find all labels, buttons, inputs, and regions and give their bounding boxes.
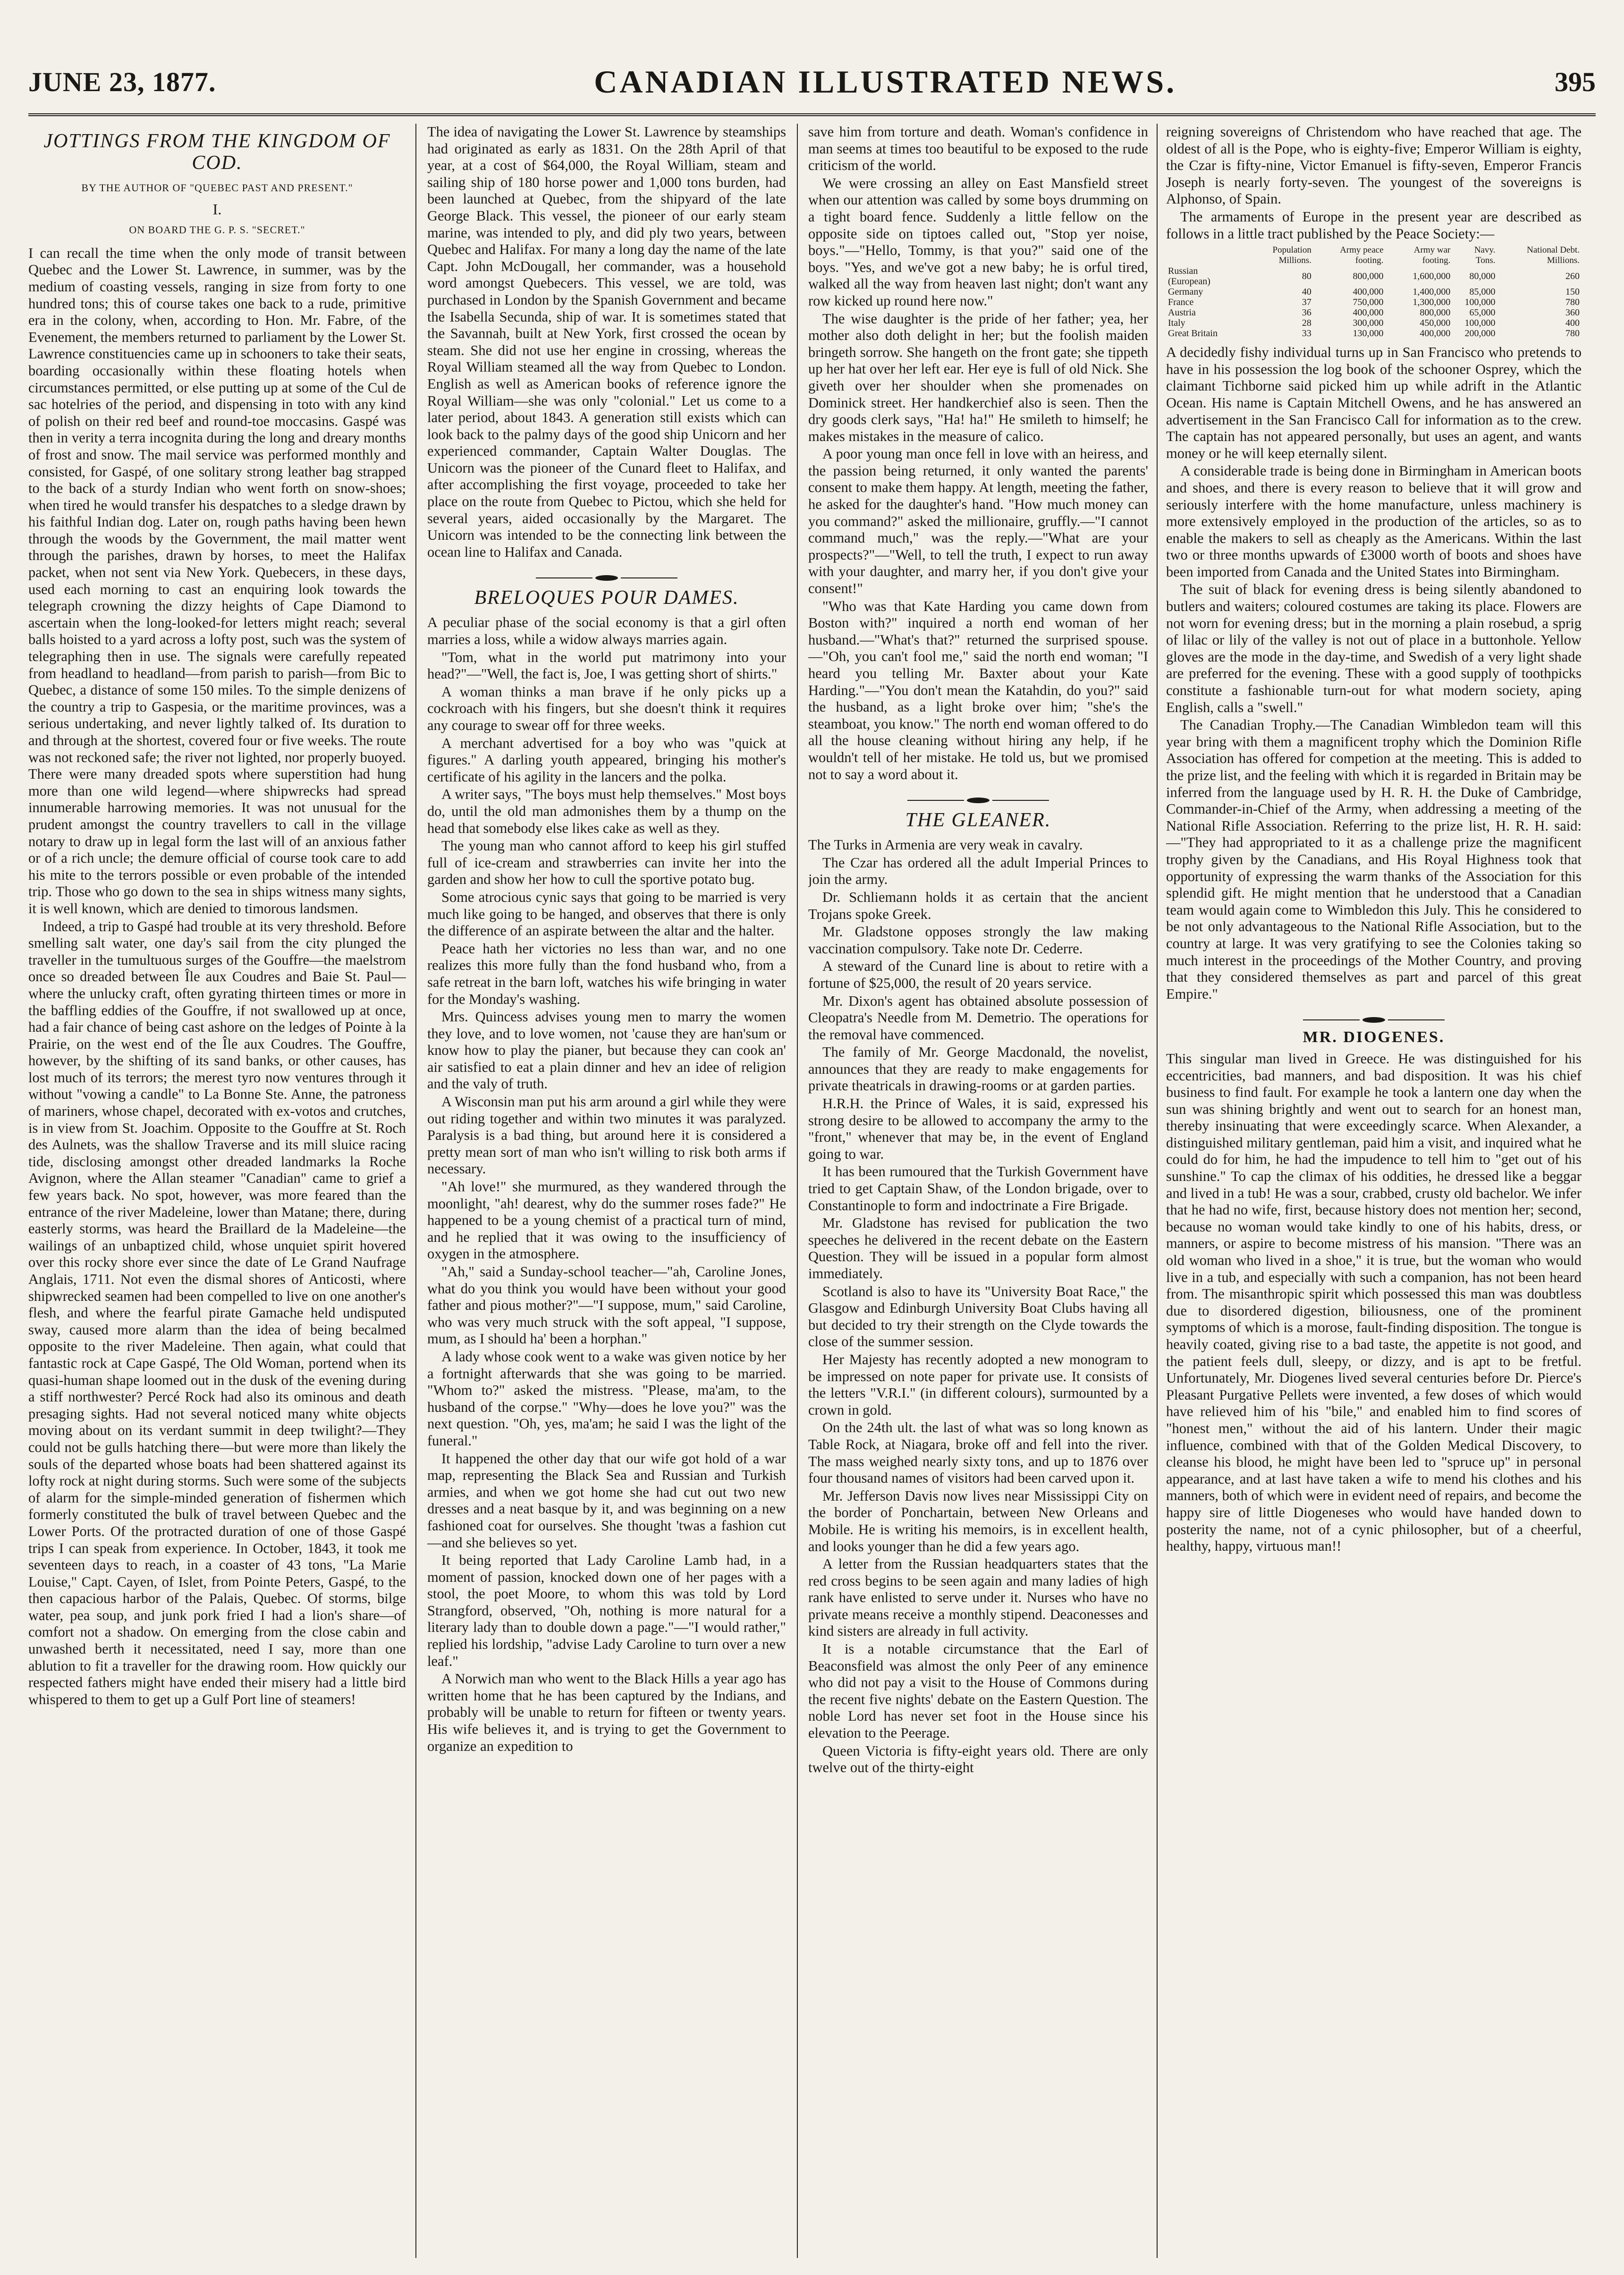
column-4-items [1166, 344, 1582, 1002]
article-paragraph: Mr. Dixon's agent has obtained absolute possession of Cleopatra's Needle from M. Demetrio. The operations for the removal have commenced. [808, 993, 1148, 1043]
table-header-cell: Army war footing. [1413, 245, 1451, 266]
article-title-diogenes: MR. DIOGENES. [1303, 1028, 1445, 1046]
table-cell: 28 [1302, 318, 1311, 329]
article-paragraph: "Ah love!" she murmured, as they wandered through the moonlight, "ah! dearest, why do the summer roses fade?" He happened to be a young chemist of a practical turn of mind, and he replied that it was owing to the insufficiency of oxygen in the atmosphere. [427, 1179, 786, 1262]
table-row [1166, 307, 1582, 318]
table-cell: 80 [1302, 271, 1311, 282]
article-paragraph: Mr. Gladstone opposes strongly the law making vaccination compulsory. Take note Dr. Cederre. [808, 924, 1148, 957]
table-header-cell [1166, 245, 1240, 266]
article-paragraph: A woman thinks a man brave if he only picks up a cockroach with his fingers, but she doesn't think it requires any courage to swear off for three weeks. [427, 683, 786, 733]
article-paragraph: A steward of the Cunard line is about to retire with a fortune of $25,000, the result of 20 years service. [808, 958, 1148, 991]
article-paragraph: The suit of black for evening dress is being silently abandoned to butlers and waiters; coloured costumes are taking its place. Flowers are not worn for evening dress; but in the morning a plain rosebud, a sprig of lilac or lily of the valley is not out of place in a buttonhole. Yellow gloves are the mode in the day-time, and Swedish of a very light shade are preferred for the evening. These with a good supply of toothpicks constitute a fashionable turn-out for what modern society, aping English, calls a "swell." [1166, 581, 1582, 715]
article-paragraph: A Wisconsin man put his arm around a girl while they were out riding together and within two minutes it was paralyzed. Paralysis is a bad thing, but around here it is considered a pretty mean sort of man who isn't willing to risk both arms if necessary. [427, 1094, 786, 1177]
table-row [1166, 328, 1582, 339]
newspaper-title: CANADIAN ILLUSTRATED NEWS. [594, 63, 1177, 100]
article-paragraph: The idea of navigating the Lower St. Lawrence by steamships had originated as early as 1831. On the 28th April of that year, at a cost of $64,000, the Royal William, steam and sailing ship of 180 horse power and 1,000 tons burden, had been launched at Quebec, from the shipyard of the late George Black. This vessel, the pioneer of our early steam marine, was intended to ply, and did ply two years, between Quebec and Halifax. For many a long day the name of the late Capt. John McDougall, her commander, was a household word amongst Quebecers. This vessel, we are told, was purchased in London by the Spanish Government and became the Isabella Secunda, ship of war. It is sometimes stated that the Savannah, built at New York, first crossed the ocean by steam. She did not use her engine in crossing, whereas the Royal William steamed all the way from Quebec to London. English as well as American books of reference ignore the Royal William—she was only "colonial." Let us come to a later period, about 1843. A generation still exists which can look back to the palmy days of the good ship Unicorn and her experienced commander, Captain Walter Douglas. The Unicorn was the pioneer of the Cunard fleet to Halifax, and after accomplishing the first voyage, proceeded to take her place on the route from Quebec to Pictou, which she held for several years, aided occasionally by the Margaret. The Unicorn was intended to be the connecting link between the ocean line to Halifax and Canada. [427, 124, 786, 560]
column-2 [427, 124, 786, 2258]
article-paragraph: We were crossing an alley on East Mansfield street when our attention was called by some boys drumming on a tight board fence. Suddenly a little fellow on the opposite side on tiptoes called out, "Stop yer noise, boys."—"Hello, Tommy, is that you?" said one of the boys. "Yes, and we've got a new baby; he is orful tired, walked all the way from heaven last night; don't want any row kicked up round here now." [808, 175, 1148, 309]
article-paragraph: The young man who cannot afford to keep his girl stuffed full of ice-cream and strawberries can invite her into the garden and show her how to cull the sportive potato bug. [427, 838, 786, 888]
article-paragraph: "Tom, what in the world put matrimony into your head?"—"Well, the fact is, Joe, I was getting short of shirts." [427, 649, 786, 682]
table-cell: 33 [1302, 328, 1311, 339]
issue-date: JUNE 23, 1877. [28, 66, 216, 97]
article-part-number: I. [212, 200, 222, 218]
article-paragraph: The armaments of Europe in the present year are described as follows in a little tract published by the Peace Society:— [1166, 208, 1582, 242]
article-paragraph: A considerable trade is being done in Birmingham in American boots and shoes, and there is every reason to believe that it will grow and seriously interfere with the home manufacture, unless machinery is more extensively employed in the production of the articles, so as to enable the makers to sell as cheaply as the Americans. Within the last two or three months upwards of £3000 worth of boots and shoes have been imported from Canada and the United States into Birmingham. [1166, 463, 1582, 580]
table-cell: 1,600,000 [1413, 271, 1451, 282]
table-header-cell: Army peace footing. [1340, 245, 1384, 266]
table-cell: 37 [1302, 297, 1311, 308]
article-paragraph: On the 24th ult. the last of what was so long known as Table Rock, at Niagara, broke off and fell into the river. The mass weighed nearly sixty tons, and up to 1876 over four thousand names of visitors had been carved upon it. [808, 1419, 1148, 1486]
article-paragraph: A decidedly fishy individual turns up in San Francisco who pretends to have in his possession the log book of the schooner Osprey, which the claimant Tichborne said picked him up while adrift in the Atlantic Ocean. His name is Captain Mitchell Owens, and he has answered an advertisement in the San Francisco Call for information as to the crew. The captain has not appeared personally, but uses an agent, and wants money or he will keep eternally silent. [1166, 344, 1582, 461]
section-ornament [1166, 1012, 1582, 1021]
article-paragraph: The Canadian Trophy.—The Canadian Wimbledon team will this year bring with them a magnificent trophy which the Dominion Rifle Association has offered for competion at the meeting. This is added to the prize list, and the feeling with which it is regarded in Britain may be inferred from the language used by H. R. H. the Duke of Cambridge, Commander-in-Chief of the Army, when addressing a meeting of the National Rifle Association. Referring to the prize list, H. R. H. said:—"They had appropriated to it as a challenge prize the magnificent trophy given by the Canadians, and His Royal Highness took that opportunity of expressing the warm thanks of the Association for this splendid gift. He might mention that he understood that a Canadian team would again come to Wimbledon this July. This he considered to be not only advantageous to the National Rifle Association, but to the country at large. It was very gratifying to see the Colonies taking so much interest in the proceedings of the Mother Country, and proving that they considered themselves as part and parcel of this great Empire." [1166, 717, 1582, 1002]
table-cell: 150 [1565, 287, 1580, 297]
table-header-cell: National Debt. Millions. [1527, 245, 1580, 266]
article-paragraph: It happened the other day that our wife got hold of a war map, representing the Black Sea and Russian and Turkish armies, and when we got home she had cut out two new dresses and a neat basque by it, and was beginning on a new fashioned coat for ourselves. She thought 'twas a fashion cut—and she believes so yet. [427, 1450, 786, 1551]
article-paragraph: Mr. Jefferson Davis now lives near Mississippi City on the border of Ponchartain, between New Orleans and Mobile. He is writing his memoirs, is in excellent health, and looks younger than he did a few years ago. [808, 1487, 1148, 1554]
table-cell: 260 [1565, 271, 1580, 282]
table-cell: 450,000 [1420, 318, 1451, 329]
article-paragraph: Mr. Gladstone has revised for publication the two speeches he delivered in the recent debate on the Eastern Question. They will be issued in a popular form almost immediately. [808, 1215, 1148, 1282]
table-row [1166, 287, 1582, 297]
table-row [1166, 297, 1582, 307]
gleaner-items [808, 837, 1148, 1776]
table-cell: 85,000 [1469, 287, 1496, 297]
article-paragraph: The Czar has ordered all the adult Imperial Princes to join the army. [808, 854, 1148, 888]
table-cell: Italy [1168, 318, 1185, 329]
table-cell: 100,000 [1464, 297, 1496, 308]
table-cell: 400 [1565, 318, 1580, 329]
article-paragraph: It being reported that Lady Caroline Lamb had, in a moment of passion, knocked down one of her pages with a stool, the poet Moore, to whom this was told by Lord Strangford, observed, "Oh, nothing is more natural for a literary lady than to double down a page."—"I would rather," replied his lordship, "advise Lady Caroline to turn over a new leaf." [427, 1552, 786, 1669]
table-cell: 780 [1565, 328, 1580, 339]
article-byline: BY THE AUTHOR OF "QUEBEC PAST AND PRESENT." [81, 182, 353, 194]
article-paragraph: A writer says, "The boys must help themselves." Most boys do, until the old man admonishes them by a thump on the head that somebody else likes cake as well as they. [427, 786, 786, 836]
article-paragraph: A lady whose cook went to a wake was given notice by her a fortnight afterwards that she was going to be married. "Whom to?" asked the mistress. "Please, ma'am, to the husband of the corpse." "Why—does he love you?" was the next question. "Oh, yes, ma'am; he said I was the light of the funeral." [427, 1348, 786, 1449]
section-ornament [808, 792, 1148, 802]
column-divider [415, 124, 416, 2258]
article-subtitle: ON BOARD THE G. P. S. "SECRET." [129, 224, 305, 236]
article-paragraph: I can recall the time when the only mode of transit between Quebec and the Lower St. Lawrence, in summer, was by the medium of coasting vessels, ranging in size from forty to one hundred tons; this of course takes one back to a rude, primitive era in the colony, when, according to Hon. Mr. Fabre, of the Evenement, the members returned to parliament by the Lower St. Lawrence constituencies came up in schooners to take their seats, boarding occasionally within these floating hotels when circumstances permitted, or else putting up at some of the Cul de sac hotelries of the period, and dispensing in toto with any kind of polish on their red beef and round-toe moccasins. Gaspé was then in verity a terra incognita during the long and dreary months of frost and snow. The mail service was performed monthly and consisted, for Gaspé, of one solitary strong leather bag strapped to the back of a sturdy Indian who went forth on snow-shoes; when tired he would transfer his despatches to a sledge drawn by his faithful Indian dog. Later on, rough paths having been hewn through the woods by the Government, the mail matter went through the parishes, drawn by horses, to meet the Halifax packet, when not sent via New York. Quebecers, in these days, used each morning to cast an enquiring look towards the telegraph crowning the dizzy heights of Cape Diamond to ascertain when the long-looked-for letters might reach; several balls hoisted to a yard across a lofty post, such was the system of telegraphing then in use. The signals were carefully repeated from headland to headland—from parish to parish—from Bic to Quebec, a distance of some 150 miles. To the simple denizens of the country a trip to Gaspesia, or the maritime provinces, was a serious undertaking, and never lightly talked of. Its duration to and through at the shortest, covered four or five weeks. The route was not reckoned safe; the river not lighted, nor properly buoyed. There were many dreaded spots where superstition had hung more than one wild legend—where shipwrecks had spread innumerable harrowing memories. It was not unusual for the prudent amongst the country travellers to call in the village notary to draw up in legal form the last will of an anxious father or of a rich uncle; the demure official of course took care to add his mite to the terrors possible or even probable of the intended trip. Those who go down to the sea in ships witness many sights, it is well known, which are denied to timorous landsmen. [28, 245, 406, 917]
table-cell: 400,000 [1353, 287, 1384, 297]
section-ornament [427, 570, 786, 579]
column-divider [797, 124, 798, 2258]
table-cell: Great Britain [1168, 328, 1218, 339]
article-paragraph: A poor young man once fell in love with an heiress, and the passion being returned, it only wanted the parents' consent to make them happy. At length, meeting the father, he asked for the daughter's hand. "How much money can you command?" asked the millionaire, gruffly.—"I cannot command much," was the reply.—"What are your prospects?"—"Well, to tell the truth, I expect to run away with your daughter, and marry her, if you don't give your consent!" [808, 446, 1148, 597]
table-cell: Austria [1168, 307, 1196, 318]
page-number: 395 [1555, 66, 1596, 97]
article-paragraph: Peace hath her victories no less than war, and no one realizes this more fully than the fond husband who, from a safe retreat in the barn loft, watches his wife bringing in water for the Monday's washing. [427, 940, 786, 1007]
column-3-items [808, 124, 1148, 783]
armaments-table [1166, 245, 1582, 339]
table-cell: 200,000 [1464, 328, 1496, 339]
article-paragraph: "Who was that Kate Harding you came down from Boston with?" inquired a north end woman of her husband.—"What's that?" returned the surprised spouse.—"Oh, you can't fool me," said the north end woman; "I heard you telling Mr. Baxter about your Kate Harding."—"You don't mean the Katahdin, do you?" said the husband, as a light broke over him; "she's the steamboat, you know." The north end woman offered to do all the house cleaning without hiring any help, if he wouldn't tell of her mistake. He told us, but we promised not to say a word about it. [808, 598, 1148, 782]
article-title-jottings: JOTTINGS FROM THE KINGDOM OF COD. [43, 130, 391, 174]
table-row [1166, 318, 1582, 328]
article-paragraph: The wise daughter is the pride of her father; yea, her mother also doth delight in her; but the foolish maiden bringeth sorrow. She hangeth on the front gate; she tippeth up her hat over her left ear. Her eye is full of old Nick. She giveth over her shoulder when she promenades on Dominick street. Her handkerchief also is seen. Then the dry goods clerk says, "Ha! ha!" He smileth to himself; he makes mistakes in the measure of calico. [808, 310, 1148, 444]
table-cell: 800,000 [1353, 271, 1384, 282]
table-row [1166, 266, 1582, 287]
table-header-cell: Navy. Tons. [1474, 245, 1496, 266]
article-paragraph: A merchant advertised for a boy who was "quick at figures." A darling youth appeared, bringing his mother's certificate of his agility in the lancers and the polka. [427, 735, 786, 785]
table-cell: 40 [1302, 287, 1311, 297]
breloques-items [427, 614, 786, 1755]
table-cell: 400,000 [1420, 328, 1451, 339]
article-paragraph: It is a notable circumstance that the Earl of Beaconsfield was almost the only Peer of any eminence who did not pay a visit to the House of Commons during the recent five nights' debate on the Eastern Question. The noble Lord has never set foot in the House since his elevation to the Peerage. [808, 1641, 1148, 1741]
masthead [28, 56, 1596, 108]
article-paragraph: Her Majesty has recently adopted a new monogram to be impressed on note paper for private use. It consists of the letters "V.R.I." (in different colours), surmounted by a crown in gold. [808, 1351, 1148, 1418]
table-cell: 360 [1565, 307, 1580, 318]
article-paragraph: save him from torture and death. Woman's confidence in man seems at times too beautiful to be exposed to the rude criticism of the world. [808, 124, 1148, 174]
column-3 [808, 124, 1148, 2258]
table-cell: 400,000 [1353, 307, 1384, 318]
table-cell: 780 [1565, 297, 1580, 308]
article-paragraph: Some atrocious cynic says that going to be married is very much like going to be hanged, and observes that there is only the difference of an aspirate between the altar and the halter. [427, 889, 786, 939]
article-paragraph: Queen Victoria is fifty-eight years old. There are only twelve out of the thirty-eight [808, 1742, 1148, 1776]
table-cell: Russian (European) [1168, 266, 1210, 287]
table-cell: Germany [1168, 287, 1203, 297]
article-paragraph: Indeed, a trip to Gaspé had trouble at its very threshold. Before smelling salt water, one day's sail from the city plunged the traveller in the tumultuous surges of the Gouffre—the maelstrom once so dreaded between Île aux Coudres and Baie St. Paul—where the unlucky craft, often gyrating thirteen times or more in the baffling eddies of the Gouffre, if not swallowed up at once, had a fair chance of being cast ashore on the ledges of Pointe à la Prairie, on the west end of the Île aux Coudres. The Gouffre, however, by the shifting of its sand banks, or other causes, has lost much of its terrors; the merest tyro now ventures through it without "vowing a candle" to La Bonne Ste. Anne, the patroness of mariners, whose chapel, decorated with ex-votos and crutches, is in view from St. Joachim. Opposite to the Gouffre at St. Roch des Aulnets, was the shallow Traverse and its mill sluice racing tide, disclosing amongst other dreaded landmarks la Roche Avignon, where the Allan steamer "Canadian" came to grief a few years back. No spot, however, was more feared than the entrance of the river Madeleine, lower than Matane; there, during easterly storms, was heard the Braillard de la Madeleine—the wailings of an unbaptized child, whose unquiet spirit hovered over this rocky shore ever since the date of Le Grand Naufrage Anglais, 1711. Not even the dismal shores of Anticosti, where shipwrecked seamen had been compelled to live on one another's flesh, and where the fearful pirate Gamache held undisputed sway, caused more alarm than the idea of being becalmed opposite to the river Madeleine. Then again, what could that fantastic rock at Cape Gaspé, The Old Woman, portend when its quasi-human shape loomed out in the dusk of the evening during a stiff northwester? Percé Rock had also its ominous and death presaging sights. Had not several noticed many white objects moving about on its verdant summit in deep twilight?—They could not be gulls hatching there—but were more than likely the souls of the departed whose boats had been shattered against its lofty rock at night during storms. Such were some of the subjects of alarm for the simple-minded generation of fishermen which formerly constituted the bulk of travel between Quebec and the Lower Ports. Of the protracted duration of one of those Gaspé trips I can speak from experience. In October, 1843, it took me seventeen days to reach, in a coaster of 43 tons, "La Marie Louise," Capt. Cayen, of Islet, from Pointe Peters, Gaspé, to the then capacious harbor of the Palais, Quebec. Of storms, bilge water, pea soup, and junk pork fried I had a lion's share—of comfort not a shadow. On emerging from the close cabin and unwashed berth it necessitated, need I say, more than one ablution to fit a traveller for the drawing room. How quickly our respected fathers might have ended their misery had a little bird whispered to them to get up a Gulf Port line of steamers! [28, 918, 406, 1707]
article-paragraph: The Turks in Armenia are very weak in cavalry. [808, 837, 1083, 853]
article-paragraph: This singular man lived in Greece. He was distinguished for his eccentricities, bad manners, and bad disposition. It was his chief business to find fault. For example he took a lantern one day when the sun was shining brightly and went out to search for an honest man, thereby insinuating that were exceedingly scarce. When Alexander, a distinguished military gentleman, paid him a visit, and inquired what he could do for him, he had the impudence to tell him to "get out of his sunshine." To cap the climax of his oddities, he dressed like a beggar and lived in a tub! He was a sour, crabbed, crusty old bachelor. We infer that he had no wife, first, because history does not mention her; second, because no woman would take kindly to one of his habits, dress, or manners, or aspire to become mistress of his mansion. "There was an old woman who lived in a shoe," it is true, but the woman who would live in a tub, and especially with such a companion, has not been heard from. The misanthropic spirit which possessed this man was doubtless due to disordered digestion, biliousness, one of the prominent symptoms of which is a morose, fault-finding disposition. The tongue is heavily coated, giving rise to a bad taste, the appetite is not good, and the patient feels dull, sleepy, or dizzy, and is apt to be fretful. Unfortunately, Mr. Diogenes lived several centuries before Dr. Pierce's Pleasant Purgative Pellets were invented, a few doses of which would have relieved him of his "bile," and enabled him to find scores of "honest men," without the aid of his lantern. Under their magic influence, combined with that of the Golden Medical Discovery, to cleanse his blood, he might have been led to "spruce up" in personal appearance, and at last have taken a wife to mend his clothes and his manners, both of which were in evident need of repairs, and become the happy sire of little Diogeneses who would have handed down to posterity the name, not of a cynic philosopher, but of a cheerful, healthy, happy, virtuous man!! [1166, 1050, 1582, 1554]
column-4 [1166, 124, 1582, 2258]
article-paragraph: A Norwich man who went to the Black Hills a year ago has written home that he has been captured by the Indians, and probably will be unable to return for fifteen or twenty years. His wife believes it, and is trying to get the Government to organize an expedition to [427, 1671, 786, 1754]
article-paragraph: The family of Mr. George Macdonald, the novelist, announces that they are ready to make engagements for private theatricals in drawing-rooms or at garden parties. [808, 1044, 1148, 1094]
table-cell: 100,000 [1464, 318, 1496, 329]
masthead-rule [28, 113, 1596, 116]
article-title-gleaner: THE GLEANER. [905, 809, 1051, 832]
table-header-cell: Population Millions. [1272, 245, 1311, 266]
article-paragraph: "Ah," said a Sunday-school teacher—"ah, Caroline Jones, what do you think you would have been without your good father and pious mother?"—"I suppose, mum," said Caroline, who was very much struck with the soft appeal, "I suppose, mum, as I should ha' been a horphan." [427, 1264, 786, 1347]
article-paragraph: A peculiar phase of the social economy is that a girl often marries a loss, while a widow always marries again. [427, 614, 786, 648]
table-cell: 65,000 [1469, 307, 1496, 318]
table-cell: 750,000 [1353, 297, 1384, 308]
article-paragraph: Mrs. Quincess advises young men to marry the women they love, and to love women, not 'cause they are han'sum or know how to play the pianer, but because they can cook an' air satisfied to eat a plain dinner and hev an idee of religion and the valy of truth. [427, 1009, 786, 1092]
article-paragraph: reigning sovereigns of Christendom who have reached that age. The oldest of all is the Pope, who is eighty-five; Emperor William is eighty, the Czar is fifty-nine, Victor Emanuel is fifty-seven, Emperor Francis Joseph is nearly forty-seven. The youngest of the sovereigns is Alphonso, of Spain. [1166, 124, 1582, 207]
table-cell: 300,000 [1353, 318, 1384, 329]
article-paragraph: A letter from the Russian headquarters states that the red cross begins to be seen again and many ladies of high rank have enlisted to serve under it. Nurses who have no private means receive a monthly stipend. Deaconesses and kind sisters are already in full activity. [808, 1556, 1148, 1639]
table-cell: 1,300,000 [1413, 297, 1451, 308]
article-paragraph: Scotland is also to have its "University Boat Race," the Glasgow and Edinburgh University Boat Clubs having all but decided to try their strength on the Clyde towards the close of the summer session. [808, 1283, 1148, 1350]
table-cell: 130,000 [1353, 328, 1384, 339]
table-cell: 1,400,000 [1413, 287, 1451, 297]
column-divider [1157, 124, 1158, 2258]
article-title-breloques: BRELOQUES POUR DAMES. [474, 587, 739, 609]
table-cell: 800,000 [1420, 307, 1451, 318]
article-paragraph: H.R.H. the Prince of Wales, it is said, expressed his strong desire to be allowed to accompany the army to the "front," whenever that may be, in the event of England going to war. [808, 1095, 1148, 1162]
table-cell: 36 [1302, 307, 1311, 318]
table-cell: 80,000 [1469, 271, 1496, 282]
article-paragraph: Dr. Schliemann holds it as certain that the ancient Trojans spoke Greek. [808, 889, 1148, 922]
table-cell: France [1168, 297, 1194, 308]
column-1 [28, 124, 406, 2258]
article-paragraph: It has been rumoured that the Turkish Government have tried to get Captain Shaw, of the London brigade, over to Constantinople to form and indoctrinate a Fire Brigade. [808, 1163, 1148, 1214]
